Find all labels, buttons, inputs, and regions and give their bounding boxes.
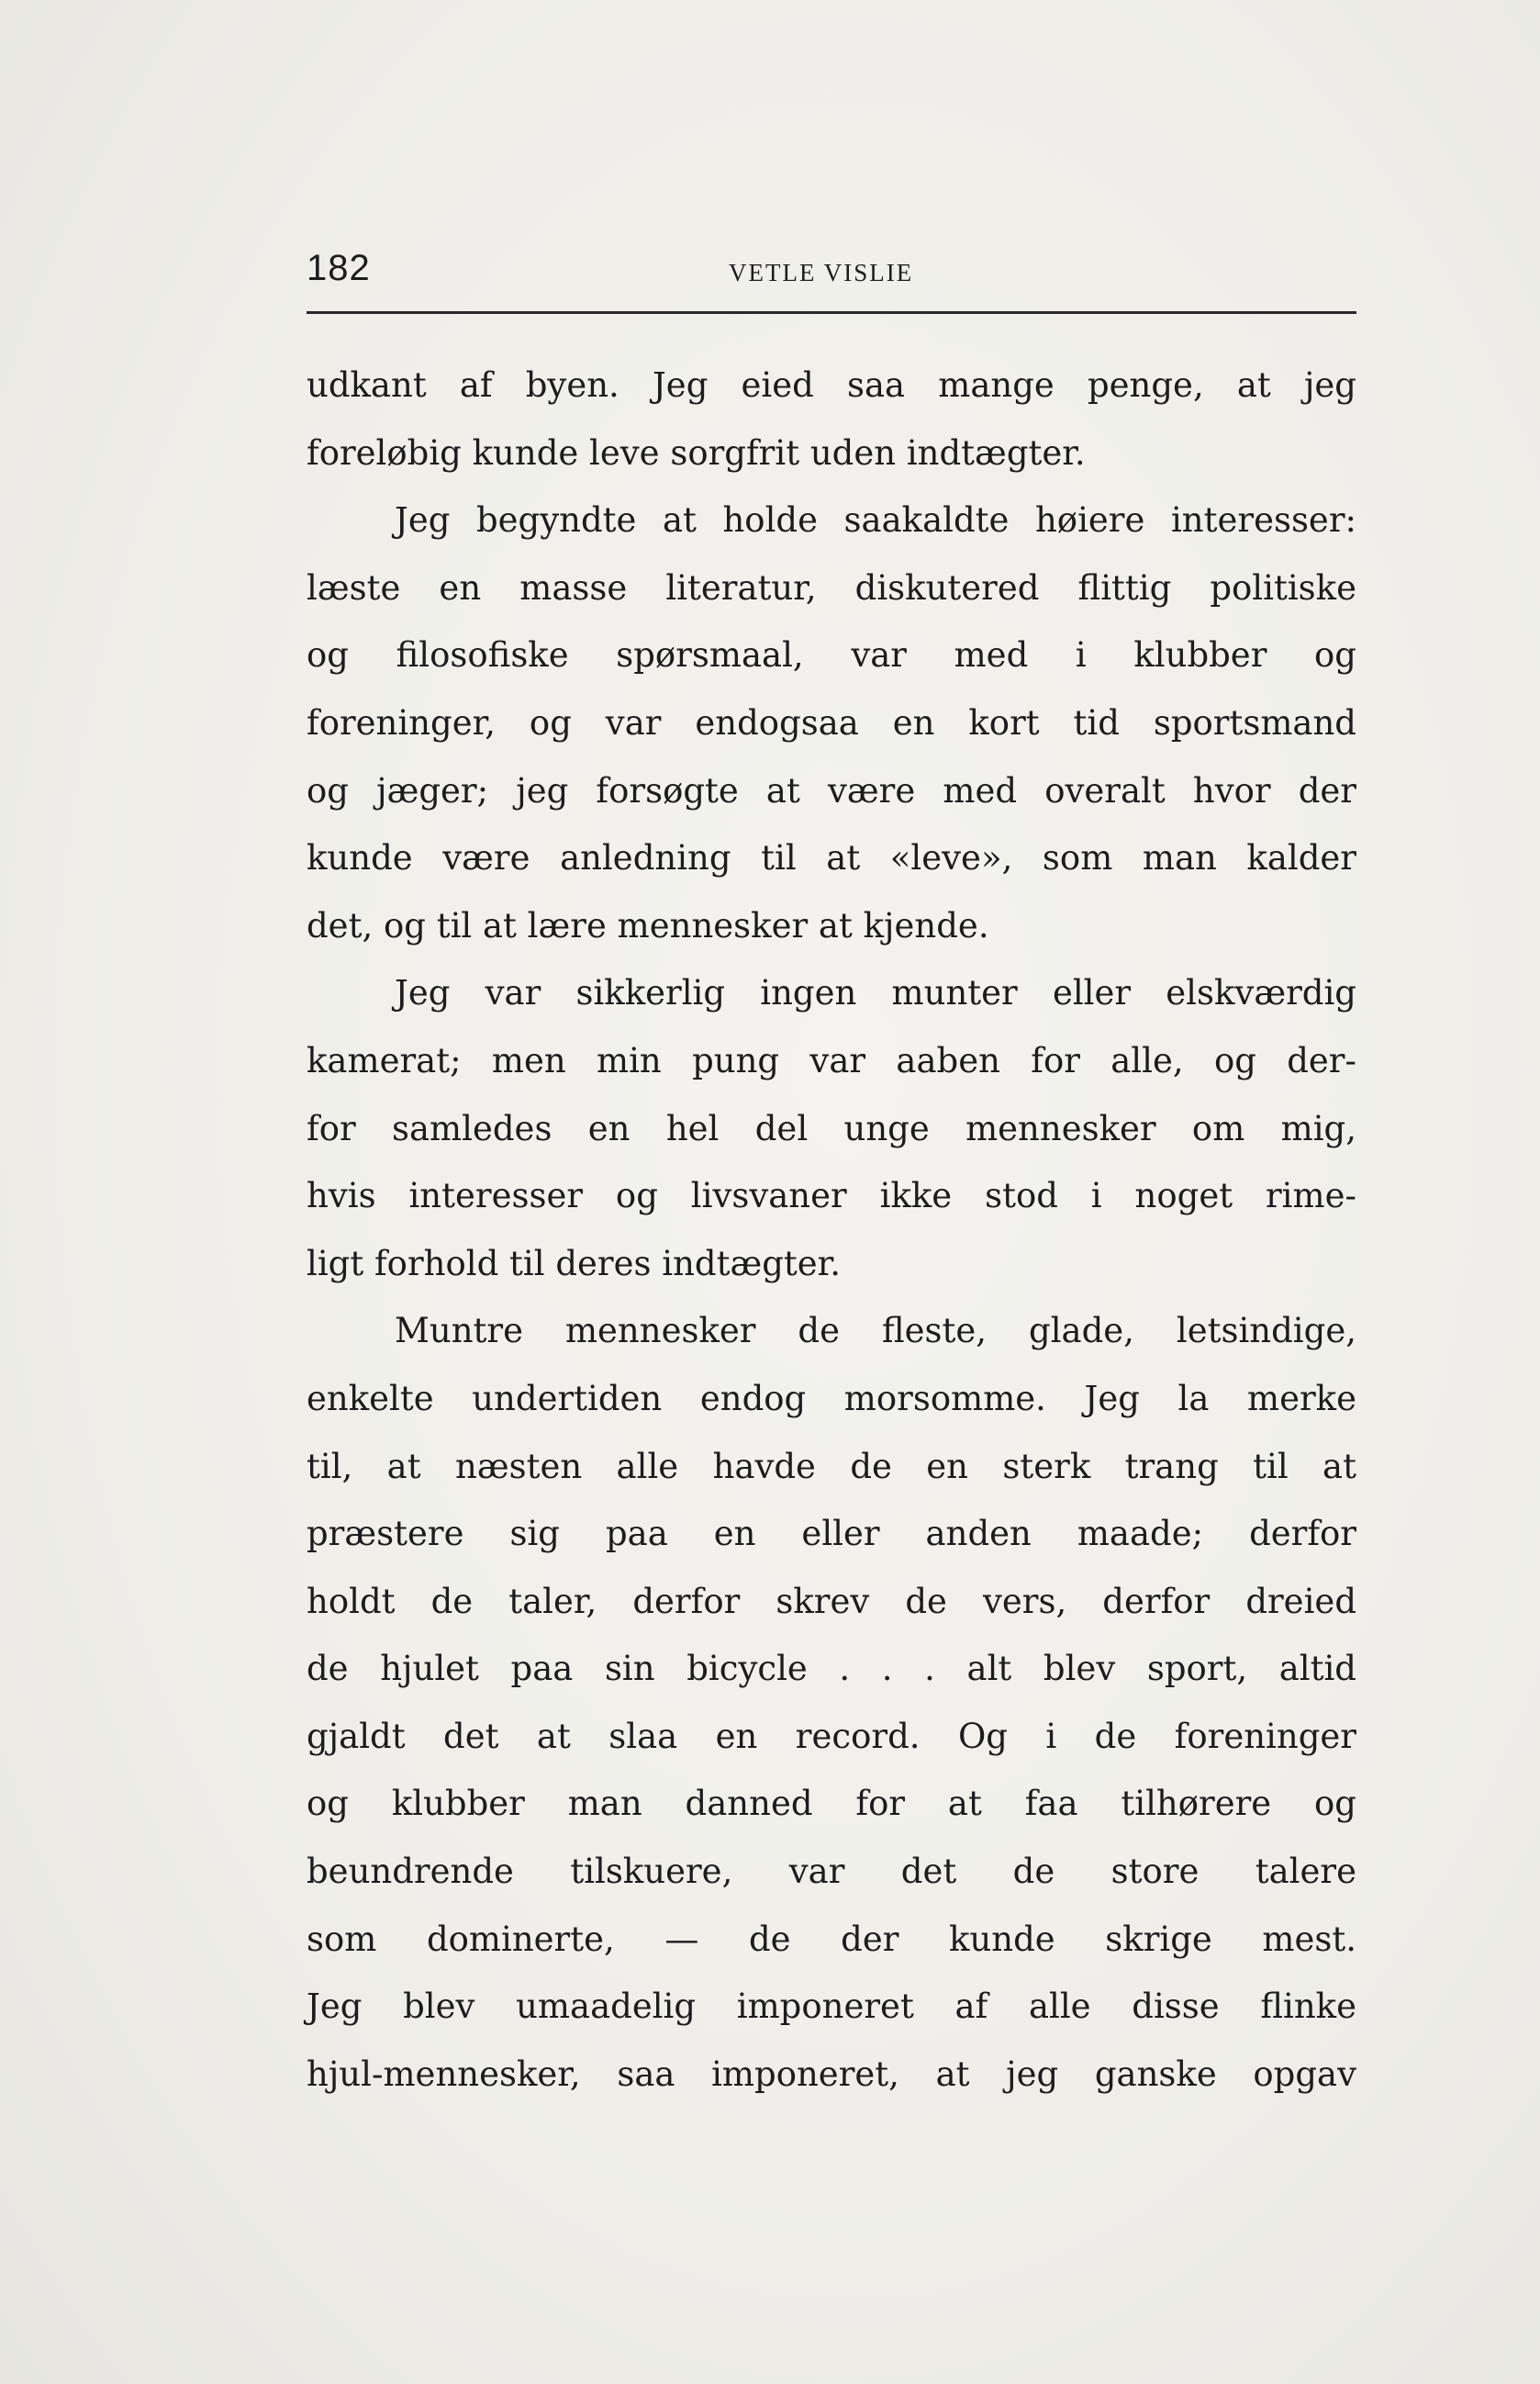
text-line: de hjulet paa sin bicycle . . . alt blev sport, altid	[307, 1649, 1356, 1689]
text-line: ligt forhold til deres indtægter.	[307, 1243, 842, 1283]
text-line: foreninger, og var endogsaa en kort tid sportsmand	[307, 702, 1356, 743]
text-line: Muntre mennesker de fleste, glade, letsindige,	[395, 1311, 1356, 1351]
body-text	[307, 352, 1356, 2108]
text-line: hjul-mennesker, saa imponeret, at jeg ganske opgav	[307, 2054, 1356, 2094]
text-line: Jeg begyndte at holde saakaldte høiere interesser:	[395, 500, 1356, 541]
text-line: til, at næsten alle havde de en sterk trang til at	[307, 1446, 1356, 1486]
text-line: Jeg blev umaadelig imponeret af alle disse flinke	[307, 1987, 1356, 2027]
text-line: og klubber man danned for at faa tilhørere og	[307, 1784, 1356, 1824]
text-line: enkelte undertiden endog morsomme. Jeg la merke	[307, 1378, 1356, 1418]
text-line: gjaldt det at slaa en record. Og i de foreninger	[307, 1716, 1356, 1756]
header-rule	[307, 311, 1356, 314]
text-line: holdt de taler, derfor skrev de vers, derfor dreied	[307, 1581, 1356, 1621]
text-line: udkant af byen. Jeg eied saa mange penge, at jeg	[307, 365, 1356, 405]
text-line: det, og til at lære mennesker at kjende.	[307, 905, 989, 946]
text-line: beundrende tilskuere, var det de store talere	[307, 1852, 1356, 1892]
running-head: VETLE VISLIE	[729, 259, 914, 286]
text-line: som dominerte, — de der kunde skrige mest.	[307, 1919, 1356, 1959]
text-line: præstere sig paa en eller anden maade; derfor	[307, 1514, 1356, 1554]
text-line: kamerat; men min pung var aaben for alle, og der-	[307, 1040, 1356, 1080]
text-line: læste en masse literatur, diskutered flittig politiske	[307, 567, 1356, 608]
text-line: og jæger; jeg forsøgte at være med overalt hvor der	[307, 770, 1356, 811]
text-line: kunde være anledning til at «leve», som man kalder	[307, 838, 1356, 879]
text-line: hvis interesser og livsvaner ikke stod i noget rime-	[307, 1176, 1356, 1216]
text-line: og filosofiske spørsmaal, var med i klubber og	[307, 635, 1356, 676]
text-line: for samledes en hel del unge mennesker om mig,	[307, 1108, 1356, 1148]
page-number: 182	[307, 248, 371, 288]
text-line: Jeg var sikkerlig ingen munter eller elskværdig	[395, 973, 1356, 1013]
page-header	[307, 248, 1356, 303]
text-line: foreløbig kunde leve sorgfrit uden indtægter.	[307, 432, 1086, 473]
